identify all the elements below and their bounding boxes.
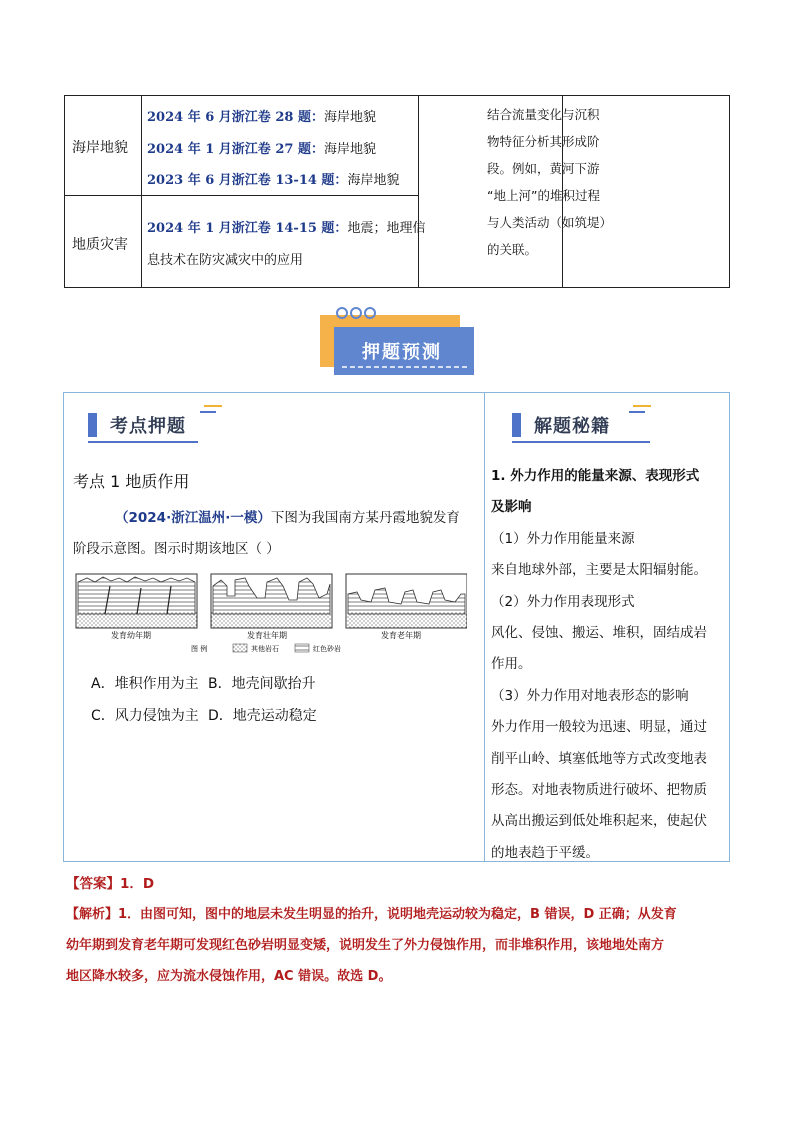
stage-label-mature: 发育壮年期 [247, 631, 287, 640]
option-c[interactable]: C．风力侵蚀为主 [91, 708, 199, 724]
exam-reference-table [64, 95, 730, 288]
tips-line: 形态。对地表物质进行破坏、把物质 [491, 782, 707, 799]
right-panel-header [512, 411, 652, 439]
column-divider [141, 96, 142, 287]
row-divider [65, 195, 418, 196]
tips-line: 1. 外力作用的能量来源、表现形式 [491, 468, 700, 484]
row-label-hazard: 地质灾害 [72, 237, 128, 253]
danxia-diagram [75, 572, 467, 658]
tips-line: 外力作用一般较为迅速、明显，通过 [491, 719, 707, 736]
tips-line: 来自地球外部，主要是太阳辐射能。 [491, 562, 707, 579]
stage-label-old: 发育老年期 [381, 631, 421, 640]
tips-body [491, 461, 727, 869]
legend-swatch-other-rock [233, 644, 247, 652]
banner-title: 押题预测 [362, 342, 442, 363]
header-deco-blue [629, 411, 645, 413]
header-deco-yellow [204, 405, 222, 407]
option-a[interactable]: A．堆积作用为主 [91, 676, 199, 692]
tips-line: 风化、侵蚀、搬运、堆积，固结成岩 [491, 625, 707, 642]
column-divider [418, 96, 419, 287]
tips-line: 削平山岭、填塞低地等方式改变地表 [491, 750, 707, 767]
answer-line: 【答案】1．D [66, 876, 155, 892]
option-d[interactable]: D．地壳运动稳定 [208, 708, 317, 724]
left-panel-header [88, 411, 223, 439]
header-underline [512, 441, 650, 443]
header-accent-bar [512, 413, 521, 437]
question-text: 下图为我国南方某丹霞地貌发育 [270, 510, 460, 526]
ref-line: 2024 年 6 月浙江卷 28 题：海岸地貌 [147, 110, 376, 125]
tips-line: 从高出搬运到低处堆积起来，使起伏 [491, 813, 707, 830]
tips-line: （2）外力作用表现形式 [491, 593, 635, 610]
tips-line: 的地表趋于平缓。 [491, 844, 599, 861]
question-line-2: 阶段示意图。图示时期该地区（ ） [73, 541, 280, 557]
legend-swatch-red-sandstone [295, 644, 309, 652]
stage-label-young: 发育幼年期 [111, 631, 151, 640]
option-b[interactable]: B．地壳间歇抬升 [208, 676, 316, 692]
header-deco-yellow [633, 405, 651, 407]
stage-mature-panel [211, 574, 332, 628]
left-header-text: 考点押题 [110, 416, 186, 437]
tips-line: （3）外力作用对地表形态的影响 [491, 687, 689, 704]
section-banner [320, 305, 480, 380]
topic-title: 考点 1 地质作用 [73, 472, 190, 491]
legend-label-other-rock: 其他岩石 [251, 645, 279, 653]
stage-old-panel [346, 574, 467, 628]
danxia-stage-figure [75, 572, 467, 658]
ref-line: 2024 年 1 月浙江卷 14-15 题：地震；地理信 [147, 221, 426, 236]
ref-line: 2023 年 6 月浙江卷 13-14 题：海岸地貌 [147, 173, 400, 188]
right-header-text: 解题秘籍 [534, 416, 610, 437]
tips-line: 及影响 [491, 499, 532, 516]
note-text: 结合流量变化与沉积 物特征分析其形成阶 段。例如，黄河下游 “地上河”的堆积过程 与人类活动（如筑堤） 的关联。 [487, 107, 613, 257]
stage-young-panel [76, 574, 197, 628]
legend-title: 图 例 [191, 645, 208, 653]
header-underline [88, 441, 198, 443]
analysis-line-3: 地区降水较多，应为流水侵蚀作用，AC 错误。故选 D。 [66, 969, 392, 984]
tips-line: （1）外力作用能量来源 [491, 530, 635, 547]
tips-line: 作用。 [491, 656, 532, 673]
panel-divider [484, 392, 485, 862]
header-accent-bar [88, 413, 97, 437]
row-label-coast: 海岸地貌 [72, 140, 128, 156]
question-line-1 [115, 506, 460, 526]
analysis-line-1: 【解析】1．由图可知，图中的地层未发生明显的抬升，说明地壳运动较为稳定，B 错误，D 正确；从发育 [66, 907, 677, 922]
question-source: （2024·浙江温州·一模） [115, 510, 271, 526]
analysis-line-2: 幼年期到发育老年期可发现红色砂岩明显变矮，说明发生了外力侵蚀作用，而非堆积作用，该地地处南方 [66, 938, 665, 953]
header-deco-blue [200, 411, 216, 413]
ref-line-continuation: 息技术在防灾减灾中的应用 [147, 253, 304, 268]
ref-line: 2024 年 1 月浙江卷 27 题：海岸地貌 [147, 142, 376, 157]
legend-label-red-sandstone: 红色砂岩 [313, 645, 341, 653]
